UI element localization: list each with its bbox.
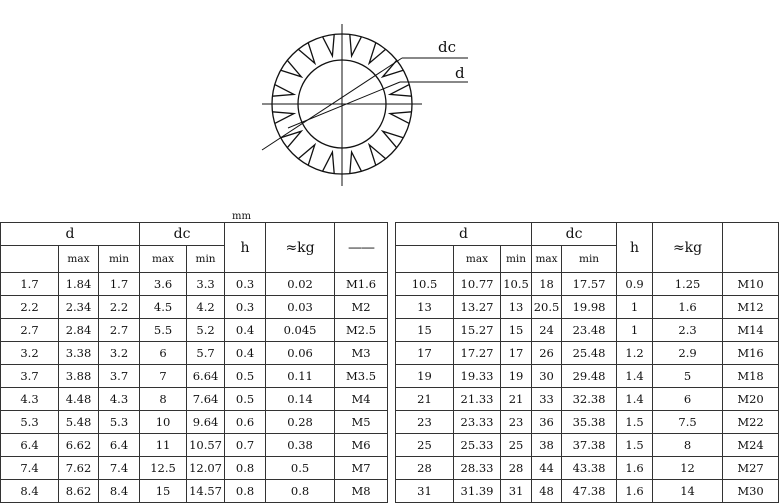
table-cell: 7.5: [653, 411, 723, 434]
table-cell: 8.4: [99, 480, 140, 503]
table-cell: 21: [501, 388, 532, 411]
table-cell: 3.2: [1, 342, 59, 365]
table-cell: 6.4: [1, 434, 59, 457]
table-cell: M3.5: [335, 365, 388, 388]
header-thread: [723, 223, 779, 273]
table-cell: 23: [501, 411, 532, 434]
table-cell: M7: [335, 457, 388, 480]
table-cell: 25.48: [562, 342, 617, 365]
table-cell: 4.3: [99, 388, 140, 411]
table-cell: 17: [396, 342, 454, 365]
table-cell: 33: [532, 388, 562, 411]
header-weight: ≈kg: [266, 223, 335, 273]
washer-tooth: [369, 43, 386, 64]
table-cell: 8.62: [59, 480, 99, 503]
header-dc-min: min: [562, 246, 617, 273]
table-cell: 5.5: [140, 319, 187, 342]
header-d-nominal: [1, 246, 59, 273]
table-cell: 6.4: [99, 434, 140, 457]
table-cell: 0.4: [225, 342, 266, 365]
table-cell: 0.9: [617, 273, 653, 296]
table-cell: 0.5: [266, 457, 335, 480]
washer-tooth: [323, 152, 335, 174]
table-cell: M8: [335, 480, 388, 503]
table-cell: 10.57: [187, 434, 225, 457]
table-cell: 23: [396, 411, 454, 434]
table-cell: 19.33: [454, 365, 501, 388]
table-cell: 0.8: [225, 457, 266, 480]
table-row: [1, 388, 388, 411]
table-cell: 28.33: [454, 457, 501, 480]
table-cell: 0.5: [225, 365, 266, 388]
washer-tooth: [350, 34, 362, 56]
table-cell: 1.6: [653, 296, 723, 319]
table-row: [396, 388, 779, 411]
table-cell: 2.2: [1, 296, 59, 319]
table-cell: 14.57: [187, 480, 225, 503]
table-cell: M4: [335, 388, 388, 411]
table-cell: 4.3: [1, 388, 59, 411]
table-cell: 0.14: [266, 388, 335, 411]
table-cell: M6: [335, 434, 388, 457]
table-cell: 6.62: [59, 434, 99, 457]
table-cell: 28: [501, 457, 532, 480]
table-cell: 5: [653, 365, 723, 388]
table-cell: 31.39: [454, 480, 501, 503]
table-cell: 23.33: [454, 411, 501, 434]
table-cell: 1: [617, 296, 653, 319]
table-cell: 2.7: [1, 319, 59, 342]
table-cell: 35.38: [562, 411, 617, 434]
table-cell: 14: [653, 480, 723, 503]
table-row: [396, 365, 779, 388]
table-cell: 25.33: [454, 434, 501, 457]
table-cell: 0.02: [266, 273, 335, 296]
table-cell: 3.38: [59, 342, 99, 365]
table-cell: 0.28: [266, 411, 335, 434]
table-cell: 31: [501, 480, 532, 503]
table-cell: 29.48: [562, 365, 617, 388]
header-dc-max: max: [532, 246, 562, 273]
table-cell: 1.5: [617, 434, 653, 457]
table-cell: 1.5: [617, 411, 653, 434]
table-cell: 8: [653, 434, 723, 457]
table-row: [396, 434, 779, 457]
header-d-min: min: [99, 246, 140, 273]
table-cell: M20: [723, 388, 779, 411]
washer-tooth: [298, 43, 315, 64]
table-cell: 7.64: [187, 388, 225, 411]
table-cell: M24: [723, 434, 779, 457]
table-row: [1, 342, 388, 365]
table-cell: 15.27: [454, 319, 501, 342]
table-row: [396, 273, 779, 296]
table-cell: 26: [532, 342, 562, 365]
table-row: [1, 296, 388, 319]
table-cell: 7.62: [59, 457, 99, 480]
table-cell: 5.3: [99, 411, 140, 434]
unit-label: mm: [232, 211, 251, 222]
table-cell: 8.4: [1, 480, 59, 503]
table-row: [1, 319, 388, 342]
spec-table-left: [0, 222, 388, 503]
table-cell: 18: [532, 273, 562, 296]
table-cell: 15: [501, 319, 532, 342]
table-row: [1, 365, 388, 388]
table-cell: M16: [723, 342, 779, 365]
header-d-max: max: [59, 246, 99, 273]
washer-tooth: [281, 60, 302, 77]
table-cell: 23.48: [562, 319, 617, 342]
table-cell: 1.84: [59, 273, 99, 296]
table-cell: 0.3: [225, 296, 266, 319]
table-cell: 19: [396, 365, 454, 388]
table-row: [1, 411, 388, 434]
table-cell: 4.5: [140, 296, 187, 319]
table-cell: 0.03: [266, 296, 335, 319]
table-cell: 44: [532, 457, 562, 480]
table-cell: 19: [501, 365, 532, 388]
table-cell: 2.7: [99, 319, 140, 342]
table-cell: 12.5: [140, 457, 187, 480]
table-cell: 3.88: [59, 365, 99, 388]
washer-tooth: [383, 131, 404, 148]
table-cell: 1.2: [617, 342, 653, 365]
table-cell: 7.4: [99, 457, 140, 480]
table-cell: 1.25: [653, 273, 723, 296]
table-cell: 0.11: [266, 365, 335, 388]
washer-tooth: [272, 112, 294, 124]
header-d-max: max: [454, 246, 501, 273]
table-cell: 20.5: [532, 296, 562, 319]
table-cell: M5: [335, 411, 388, 434]
header-thread: ——: [335, 223, 388, 273]
table-cell: M10: [723, 273, 779, 296]
table-cell: 10.5: [396, 273, 454, 296]
table-cell: 15: [396, 319, 454, 342]
spec-table-right: [395, 222, 779, 503]
table-cell: 5.7: [187, 342, 225, 365]
table-cell: 36: [532, 411, 562, 434]
table-cell: 10.5: [501, 273, 532, 296]
table-cell: 25: [501, 434, 532, 457]
lock-washer-drawing: [0, 0, 780, 222]
washer-tooth: [390, 112, 412, 124]
header-dc-min: min: [187, 246, 225, 273]
table-cell: 1.7: [1, 273, 59, 296]
table-cell: 1.6: [617, 480, 653, 503]
table-row: [1, 480, 388, 503]
table-cell: 47.38: [562, 480, 617, 503]
header-d-min: min: [501, 246, 532, 273]
washer-tooth: [323, 34, 335, 56]
table-cell: 1: [617, 319, 653, 342]
table-cell: 25: [396, 434, 454, 457]
table-cell: 0.7: [225, 434, 266, 457]
table-cell: 15: [140, 480, 187, 503]
table-row: [396, 457, 779, 480]
label-d: d: [455, 64, 465, 82]
label-dc: dc: [438, 38, 457, 56]
washer-tooth: [298, 145, 315, 166]
header-dc: dc: [140, 223, 225, 246]
table-cell: 1.7: [99, 273, 140, 296]
table-cell: 21: [396, 388, 454, 411]
table-cell: 0.5: [225, 388, 266, 411]
washer-tooth: [390, 85, 412, 97]
table-cell: 17.57: [562, 273, 617, 296]
table-cell: 28: [396, 457, 454, 480]
table-cell: 0.045: [266, 319, 335, 342]
table-cell: 32.38: [562, 388, 617, 411]
washer-tooth: [281, 131, 302, 148]
table-row: [1, 434, 388, 457]
table-cell: 9.64: [187, 411, 225, 434]
table-cell: 6.64: [187, 365, 225, 388]
table-cell: 4.2: [187, 296, 225, 319]
table-cell: 0.8: [266, 480, 335, 503]
header-dc-max: max: [140, 246, 187, 273]
table-cell: 12.07: [187, 457, 225, 480]
table-cell: 38: [532, 434, 562, 457]
header-d-nominal: [396, 246, 454, 273]
table-cell: 17.27: [454, 342, 501, 365]
table-cell: 30: [532, 365, 562, 388]
table-cell: M1.6: [335, 273, 388, 296]
table-cell: 31: [396, 480, 454, 503]
table-cell: 2.2: [99, 296, 140, 319]
table-cell: 12: [653, 457, 723, 480]
header-weight: ≈kg: [653, 223, 723, 273]
table-cell: 0.3: [225, 273, 266, 296]
table-cell: 1.4: [617, 388, 653, 411]
table-row: [396, 319, 779, 342]
table-cell: 7: [140, 365, 187, 388]
table-cell: 3.7: [99, 365, 140, 388]
table-cell: 3.7: [1, 365, 59, 388]
table-cell: 2.9: [653, 342, 723, 365]
washer-tooth: [272, 85, 294, 97]
table-cell: M14: [723, 319, 779, 342]
table-cell: 17: [501, 342, 532, 365]
table-cell: M3: [335, 342, 388, 365]
table-cell: 43.38: [562, 457, 617, 480]
table-cell: 5.48: [59, 411, 99, 434]
table-cell: 24: [532, 319, 562, 342]
table-cell: 4.48: [59, 388, 99, 411]
washer-tooth: [350, 152, 362, 174]
table-cell: M12: [723, 296, 779, 319]
table-cell: 19.98: [562, 296, 617, 319]
header-d: d: [1, 223, 140, 246]
table-cell: 1.4: [617, 365, 653, 388]
table-row: [1, 273, 388, 296]
table-cell: 10: [140, 411, 187, 434]
table-cell: 0.4: [225, 319, 266, 342]
table-row: [396, 411, 779, 434]
table-cell: 3.2: [99, 342, 140, 365]
table-cell: M2.5: [335, 319, 388, 342]
table-cell: 2.34: [59, 296, 99, 319]
table-cell: M18: [723, 365, 779, 388]
table-cell: M30: [723, 480, 779, 503]
table-cell: 6: [653, 388, 723, 411]
table-cell: 0.8: [225, 480, 266, 503]
table-cell: 0.06: [266, 342, 335, 365]
table-cell: 13.27: [454, 296, 501, 319]
table-cell: 3.6: [140, 273, 187, 296]
table-cell: 5.3: [1, 411, 59, 434]
table-cell: M27: [723, 457, 779, 480]
table-cell: 2.84: [59, 319, 99, 342]
table-cell: 5.2: [187, 319, 225, 342]
table-cell: 2.3: [653, 319, 723, 342]
table-cell: 3.3: [187, 273, 225, 296]
table-cell: 11: [140, 434, 187, 457]
table-cell: 7.4: [1, 457, 59, 480]
header-dc: dc: [532, 223, 617, 246]
table-cell: 1.6: [617, 457, 653, 480]
table-row: [396, 296, 779, 319]
table-cell: 0.6: [225, 411, 266, 434]
header-d: d: [396, 223, 532, 246]
table-row: [1, 457, 388, 480]
header-h: h: [225, 223, 266, 273]
table-cell: 0.38: [266, 434, 335, 457]
table-cell: M22: [723, 411, 779, 434]
header-h: h: [617, 223, 653, 273]
table-cell: 13: [396, 296, 454, 319]
table-cell: M2: [335, 296, 388, 319]
table-cell: 37.38: [562, 434, 617, 457]
table-row: [396, 480, 779, 503]
table-cell: 48: [532, 480, 562, 503]
table-cell: 10.77: [454, 273, 501, 296]
washer-tooth: [369, 145, 386, 166]
table-cell: 6: [140, 342, 187, 365]
table-cell: 13: [501, 296, 532, 319]
table-cell: 21.33: [454, 388, 501, 411]
table-row: [396, 342, 779, 365]
table-cell: 8: [140, 388, 187, 411]
